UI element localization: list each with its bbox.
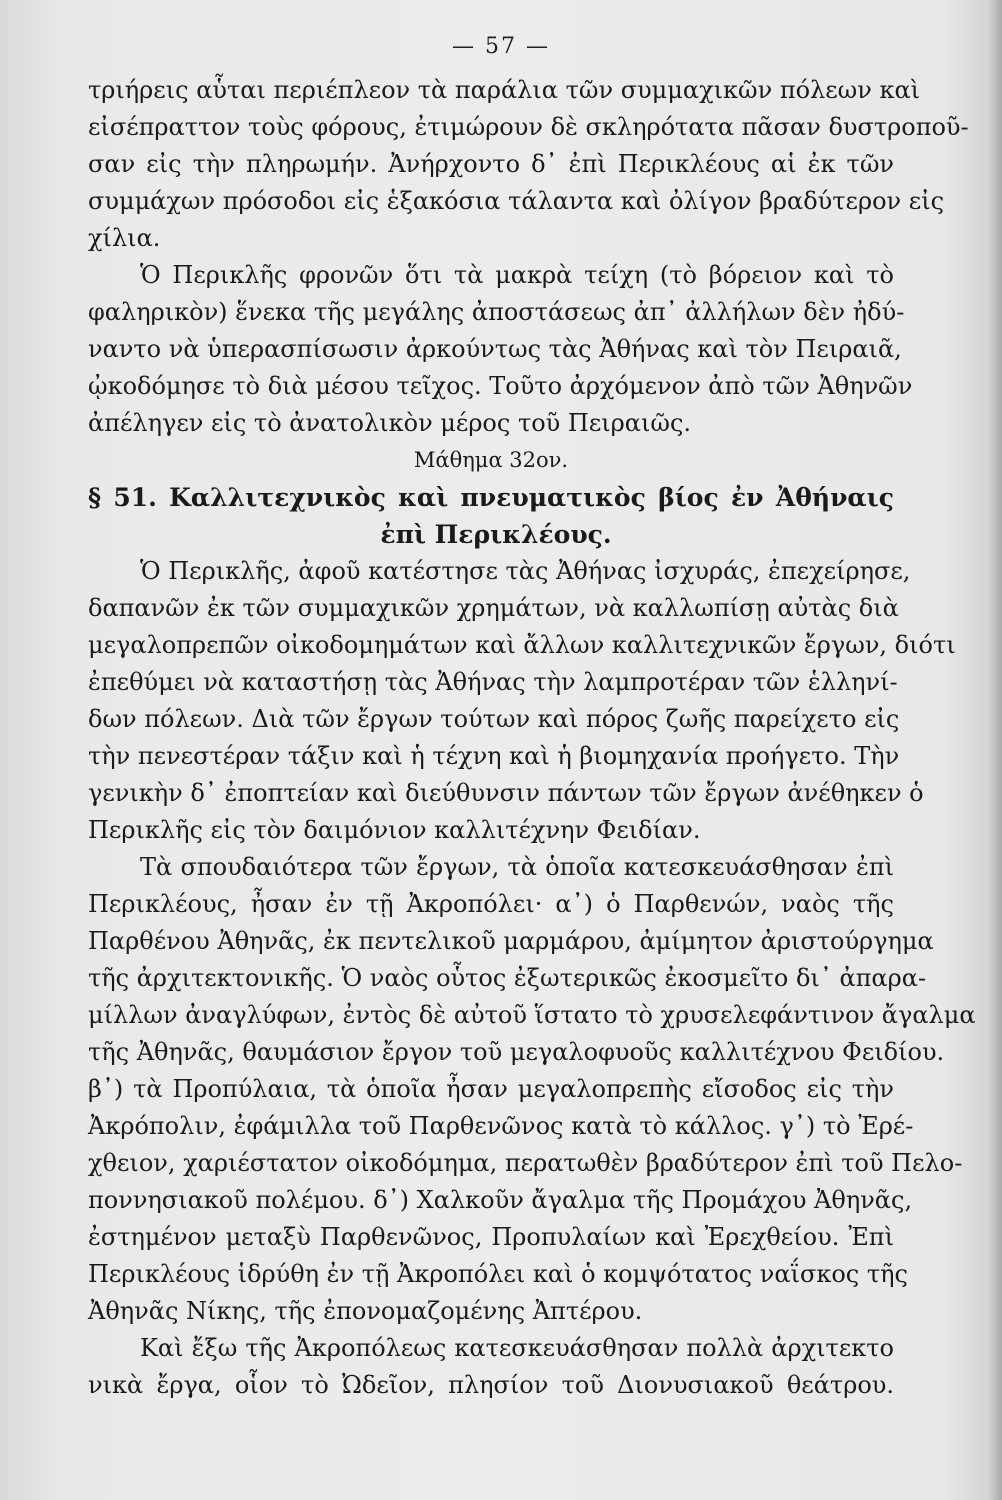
text-line: τριήρεις αὗται περιέπλεον τὰ παράλια τῶν συμμαχικῶν πόλεων καὶ <box>88 76 921 104</box>
text-line: Ὁ Περικλῆς, ἀφοῦ κατέστησε τὰς Ἀθήνας ἰσχυράς, ἐπεχείρησε, <box>140 557 911 585</box>
text-line: σαν εἰς τὴν πληρωμήν. Ἀνήρχοντο δ᾽ ἐπὶ Περικλέους αἱ ἐκ τῶν <box>88 150 894 178</box>
text-line: Ὁ Περικλῆς φρονῶν ὅτι τὰ μακρὰ τείχη (τὸ βόρειον καὶ τὸ <box>140 261 894 289</box>
paragraph <box>88 849 976 1330</box>
page-body <box>88 72 976 1404</box>
paragraph <box>88 72 969 257</box>
section-heading-line: § 51. Καλλιτεχνικὸς καὶ πνευματικὸς βίος ἐν Ἀθήναις <box>88 483 894 512</box>
text-line: νικὰ ἔργα, οἷον τὸ Ὠδεῖον, πλησίον τοῦ Διονυσιακοῦ θεάτρου. <box>88 1371 894 1399</box>
text-line: Ἀκρόπολιν, ἐφάμιλλα τοῦ Παρθενῶνος κατὰ τὸ κάλλος. γ᾽) τὸ Ἐρέ- <box>88 1112 914 1140</box>
text-line: συμμάχων πρόσοδοι εἰς ἑξακόσια τάλαντα καὶ ὀλίγον βραδύτερον εἰς <box>88 187 945 215</box>
text-line: β᾽) τὰ Προπύλαια, τὰ ὁποῖα ἦσαν μεγαλοπρεπὴς εἴσοδος εἰς τὴν <box>88 1075 894 1103</box>
paragraph <box>88 257 913 442</box>
text-line: ἐπεθύμει νὰ καταστήσῃ τὰς Ἀθήνας τὴν λαμπροτέραν τῶν ἑλληνί- <box>88 668 898 696</box>
text-line: γενικὴν δ᾽ ἐποπτείαν καὶ διεύθυνσιν πάντων τῶν ἔργων ἀνέθηκεν ὁ <box>88 779 924 807</box>
text-line: ἐστημένον μεταξὺ Παρθενῶνος, Προπυλαίων καὶ Ἐρεχθείου. Ἐπὶ <box>88 1223 894 1251</box>
text-line: ᾠκοδόμησε τὸ διὰ μέσου τεῖχος. Τοῦτο ἀρχόμενον ἀπὸ τῶν Ἀθηνῶν <box>88 372 913 400</box>
section-heading <box>88 479 894 553</box>
text-line: εἰσέπραττον τοὺς φόρους, ἐτιμώρουν δὲ σκληρότατα πᾶσαν δυστροποῦ- <box>88 113 969 141</box>
page-number: — 57 — <box>452 34 550 59</box>
text-line: μίλλων ἀναγλύφων, ἐντὸς δὲ αὐτοῦ ἵστατο τὸ χρυσελεφάντινον ἄγαλμα <box>88 1001 976 1029</box>
text-line: Περικλέους ἱδρύθη ἐν τῇ Ἀκροπόλει καὶ ὁ κομψότατος ναΐσκος τῆς <box>88 1260 908 1288</box>
text-line: χίλια. <box>88 224 161 252</box>
page-edge-shadow <box>988 0 1002 1500</box>
text-line: Περικλῆς εἰς τὸν δαιμόνιον καλλιτέχνην Φειδίαν. <box>88 816 701 844</box>
lesson-label: Μάθημα 32ον. <box>413 448 569 472</box>
text-line: Ἀθηνᾶς Νίκης, τῆς ἐπονομαζομένης Ἀπτέρου. <box>88 1297 643 1325</box>
paragraph <box>88 1330 894 1404</box>
text-line: δαπανῶν ἐκ τῶν συμμαχικῶν χρημάτων, νὰ καλλωπίσῃ αὐτὰς διὰ <box>88 594 899 622</box>
text-line: ναντο νὰ ὑπερασπίσωσιν ἀρκούντως τὰς Ἀθήνας καὶ τὸν Πειραιᾶ, <box>88 335 902 363</box>
text-line: χθειον, χαριέστατον οἰκοδόμημα, περατωθὲν βραδύτερον ἐπὶ τοῦ Πελο- <box>88 1149 963 1177</box>
text-line: Περικλέους, ἦσαν ἐν τῇ Ἀκροπόλει· α᾽) ὁ Παρθενών, ναὸς τῆς <box>88 890 894 918</box>
text-line: ἀπέληγεν εἰς τὸ ἀνατολικὸν μέρος τοῦ Πειραιῶς. <box>88 409 692 437</box>
text-line: μεγαλοπρεπῶν οἰκοδομημάτων καὶ ἄλλων καλλιτεχνικῶν ἔργων, διότι <box>88 631 956 659</box>
text-line: τῆς ἀρχιτεκτονικῆς. Ὁ ναὸς οὗτος ἐξωτερικῶς ἐκοσμεῖτο δι᾽ ἀπαρα- <box>88 964 927 992</box>
text-line: τῆς Ἀθηνᾶς, θαυμάσιον ἔργον τοῦ μεγαλοφυοῦς καλλιτέχνου Φειδίου. <box>88 1038 945 1066</box>
paragraph <box>88 553 956 849</box>
text-line: φαληρικὸν) ἕνεκα τῆς μεγάλης ἀποστάσεως ἀπ᾽ ἀλλήλων δὲν ἠδύ- <box>88 298 905 326</box>
section-heading-line: ἐπὶ Περικλέους. <box>380 520 612 549</box>
text-line: Παρθένου Ἀθηνᾶς, ἐκ πεντελικοῦ μαρμάρου, ἀμίμητον ἀριστούργημα <box>88 927 934 955</box>
text-line: δων πόλεων. Διὰ τῶν ἔργων τούτων καὶ πόρος ζωῆς παρείχετο εἰς <box>88 705 900 733</box>
text-line: Τὰ σπουδαιότερα τῶν ἔργων, τὰ ὁποῖα κατεσκευάσθησαν ἐπὶ <box>140 853 894 881</box>
text-line: τὴν πενεστέραν τάξιν καὶ ἡ τέχνη καὶ ἡ βιομηχανία προήγετο. Τὴν <box>88 742 900 770</box>
text-line: ποννησιακοῦ πολέμου. δ᾽) Χαλκοῦν ἄγαλμα τῆς Προμάχου Ἀθηνᾶς, <box>88 1186 913 1214</box>
text-line: Καὶ ἔξω τῆς Ἀκροπόλεως κατεσκευάσθησαν πολλὰ ἀρχιτεκτο <box>140 1334 894 1362</box>
